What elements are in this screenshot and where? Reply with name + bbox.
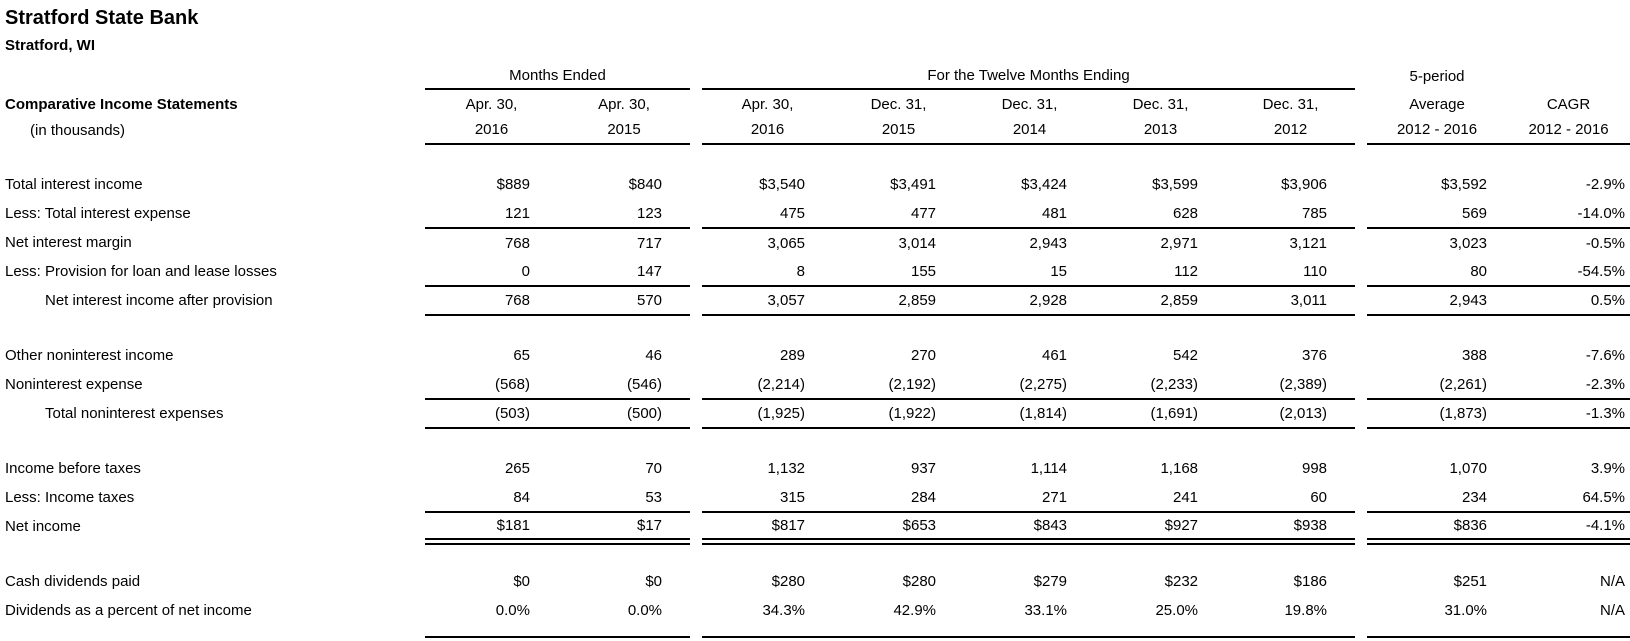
- cell-value: 147: [558, 257, 690, 286]
- cell-value: 33.1%: [1024, 602, 1068, 619]
- column-gap: [1355, 454, 1367, 483]
- cell-value: 717: [636, 234, 663, 252]
- row-label: Less: Provision for loan and lease losses: [5, 263, 277, 280]
- column-gap: [1355, 115, 1367, 144]
- column-gap: [1355, 170, 1367, 199]
- cell-value: (2,233): [1095, 370, 1226, 399]
- col-header-date: Dec. 31,: [870, 96, 927, 113]
- cell-value: 2,928: [964, 286, 1095, 315]
- cell-value: 481: [964, 199, 1095, 228]
- spacer-cell: [0, 315, 1630, 341]
- row-label: Less: Income taxes: [5, 489, 135, 506]
- date-header-row: [0, 89, 1630, 115]
- column-gap: [690, 454, 702, 483]
- table-row: [0, 399, 1630, 428]
- col-header-date: Dec. 31,: [1001, 96, 1058, 113]
- cell-value: 3,121: [1289, 234, 1328, 252]
- spacer-row: [0, 144, 1630, 170]
- cell-value: 289: [779, 347, 806, 364]
- spacer-row: [0, 315, 1630, 341]
- cell-value: 768: [504, 234, 530, 252]
- cell-value: (1,814): [964, 399, 1095, 428]
- spacer-row: [0, 541, 1630, 567]
- cell-value: N/A: [1600, 573, 1626, 590]
- row-label: Total interest income: [5, 176, 143, 193]
- col-header-date: Apr. 30,: [598, 96, 650, 113]
- bottom-rule: [558, 625, 690, 637]
- group-header-row: [0, 62, 1630, 89]
- table-row: [0, 257, 1630, 286]
- table-row: [0, 286, 1630, 315]
- col-header-date: Dec. 31,: [1262, 96, 1319, 113]
- label-column-spacer: [0, 625, 425, 637]
- cell-value: $3,592: [1441, 176, 1488, 193]
- column-gap: [1355, 199, 1367, 228]
- cell-value: 475: [702, 199, 833, 228]
- col-header-year: 2016: [702, 115, 833, 144]
- column-gap: [690, 399, 702, 428]
- cell-value: $889: [496, 176, 530, 193]
- cell-value: $938: [1226, 512, 1355, 541]
- cell-value: 1,132: [767, 460, 806, 477]
- cell-value: 0: [425, 257, 558, 286]
- cell-value: 628: [1095, 199, 1226, 228]
- cell-value: $3,906: [1281, 176, 1328, 193]
- cell-value: (2,192): [833, 370, 964, 399]
- cell-value: 8: [702, 257, 833, 286]
- cell-value: 2,859: [1095, 286, 1226, 315]
- cell-value: 112: [1095, 257, 1226, 286]
- column-gap: [1355, 596, 1367, 625]
- cell-value: (1,922): [833, 399, 964, 428]
- cell-value: -14.0%: [1507, 199, 1630, 228]
- cell-value: 542: [1172, 347, 1199, 364]
- cell-value: -7.6%: [1585, 347, 1626, 364]
- cell-value: $836: [1367, 512, 1507, 541]
- table-row: [0, 170, 1630, 199]
- column-gap: [1355, 512, 1367, 541]
- column-gap: [1355, 257, 1367, 286]
- column-gap: [690, 89, 702, 115]
- year-header-row: [0, 115, 1630, 144]
- cell-value: (2,389): [1226, 370, 1355, 399]
- col-group-twelve-months: For the Twelve Months Ending: [702, 62, 1355, 89]
- cell-value: (2,214): [702, 370, 833, 399]
- cell-value: -2.9%: [1585, 176, 1626, 193]
- cell-value: 15: [964, 257, 1095, 286]
- cell-value: 3,065: [767, 234, 806, 252]
- cell-value: 31.0%: [1444, 602, 1488, 619]
- cell-value: 0.0%: [627, 602, 663, 619]
- cell-value: 265: [504, 460, 530, 477]
- table-row: [0, 341, 1630, 370]
- cell-value: 937: [910, 460, 937, 477]
- cell-value: 2,971: [1160, 234, 1199, 252]
- column-gap: [690, 370, 702, 399]
- cell-value: (500): [558, 399, 690, 428]
- column-gap: [690, 257, 702, 286]
- cell-value: 25.0%: [1155, 602, 1199, 619]
- cell-value: 570: [558, 286, 690, 315]
- bottom-rule: [964, 625, 1095, 637]
- cell-value: 1,114: [1030, 460, 1068, 477]
- cell-value: $186: [1293, 573, 1328, 590]
- col-header-year: 2015: [558, 115, 690, 144]
- cell-value: 123: [558, 199, 690, 228]
- column-gap: [690, 62, 702, 89]
- cell-value: $3,540: [759, 176, 806, 193]
- cell-value: 34.3%: [762, 602, 806, 619]
- cell-value: -2.3%: [1507, 370, 1630, 399]
- cell-value: 477: [833, 199, 964, 228]
- table-row: [0, 199, 1630, 228]
- cell-value: -54.5%: [1507, 257, 1630, 286]
- cell-value: $817: [702, 512, 833, 541]
- col-header-date: Apr. 30,: [465, 96, 518, 113]
- cell-value: $232: [1164, 573, 1199, 590]
- row-label: Net income: [5, 518, 81, 535]
- col-header-year: 2013: [1095, 115, 1226, 144]
- cell-value: $927: [1095, 512, 1226, 541]
- cell-value: (1,925): [702, 399, 833, 428]
- col-header-cagr-range: 2012 - 2016: [1507, 115, 1630, 144]
- column-gap: [1355, 399, 1367, 428]
- bottom-rule: [1507, 625, 1630, 637]
- bank-name: Stratford State Bank: [5, 7, 199, 29]
- table-row: [0, 483, 1630, 512]
- row-label: Noninterest expense: [5, 376, 143, 393]
- cell-value: -4.1%: [1507, 512, 1630, 541]
- cell-value: $843: [964, 512, 1095, 541]
- column-gap: [690, 228, 702, 257]
- cell-value: 2,859: [833, 286, 964, 315]
- cell-value: (568): [425, 370, 558, 399]
- column-gap: [690, 115, 702, 144]
- cell-value: (2,261): [1367, 370, 1507, 399]
- cell-value: 284: [833, 483, 964, 512]
- column-gap: [1355, 62, 1367, 89]
- document-header: [5, 5, 198, 57]
- column-gap: [690, 512, 702, 541]
- cell-value: 376: [1301, 347, 1328, 364]
- cell-value: 53: [558, 483, 690, 512]
- cell-value: $3,599: [1152, 176, 1199, 193]
- cell-value: $280: [902, 573, 937, 590]
- column-gap: [1355, 89, 1367, 115]
- spacer-cell: [0, 144, 1630, 170]
- bank-location: Stratford, WI: [5, 37, 95, 54]
- cell-value: (546): [558, 370, 690, 399]
- cell-value: 3.9%: [1590, 460, 1626, 477]
- bottom-rule: [1095, 625, 1226, 637]
- col-header-year: 2012: [1226, 115, 1355, 144]
- cell-value: 0.5%: [1507, 286, 1630, 315]
- col-header-five-period: 5-period: [1409, 68, 1465, 85]
- cell-value: 65: [513, 347, 530, 364]
- cell-value: 3,057: [702, 286, 833, 315]
- cell-value: $0: [513, 573, 530, 590]
- cell-value: 60: [1226, 483, 1355, 512]
- col-header-cagr: CAGR: [1546, 96, 1591, 113]
- bottom-rule: [425, 625, 558, 637]
- column-gap: [690, 286, 702, 315]
- cell-value: 3,011: [1226, 286, 1355, 315]
- col-group-months-ended: Months Ended: [425, 62, 690, 89]
- cell-value: $279: [1033, 573, 1068, 590]
- cell-value: $653: [833, 512, 964, 541]
- row-label: Total noninterest expenses: [45, 405, 224, 422]
- cell-value: 768: [425, 286, 558, 315]
- units-note: (in thousands): [30, 122, 126, 139]
- column-gap: [1355, 286, 1367, 315]
- cell-value: 2,943: [1029, 234, 1068, 252]
- cell-value: $280: [771, 573, 806, 590]
- cell-value: 155: [833, 257, 964, 286]
- spacer-cell: [0, 428, 1630, 454]
- cell-value: 1,070: [1449, 460, 1488, 477]
- column-gap: [1355, 370, 1367, 399]
- cell-value: 84: [425, 483, 558, 512]
- cell-value: -0.5%: [1585, 234, 1626, 252]
- row-label: Less: Total interest expense: [5, 205, 191, 222]
- col-header-average: Average: [1409, 96, 1465, 113]
- cell-value: 46: [645, 347, 663, 364]
- column-gap: [690, 341, 702, 370]
- cell-value: $181: [425, 512, 558, 541]
- table-row: [0, 454, 1630, 483]
- cell-value: 315: [702, 483, 833, 512]
- column-gap: [1355, 483, 1367, 512]
- cell-value: $3,424: [1021, 176, 1068, 193]
- column-gap: [690, 625, 702, 637]
- col-header-average-range: 2012 - 2016: [1367, 115, 1507, 144]
- cell-value: 234: [1367, 483, 1507, 512]
- income-statement-table: [0, 62, 1630, 638]
- col-header-date: Dec. 31,: [1132, 96, 1189, 113]
- cell-value: $3,491: [890, 176, 937, 193]
- cell-value: (1,873): [1367, 399, 1507, 428]
- column-gap: [690, 483, 702, 512]
- cell-value: 271: [964, 483, 1095, 512]
- row-label: Other noninterest income: [5, 347, 174, 364]
- cell-value: (2,275): [964, 370, 1095, 399]
- cell-value: 3,014: [898, 234, 937, 252]
- column-gap: [690, 199, 702, 228]
- cell-value: $0: [645, 573, 663, 590]
- column-gap: [690, 170, 702, 199]
- row-label: Net interest income after provision: [45, 292, 273, 309]
- table-row: [0, 228, 1630, 257]
- bottom-rule: [702, 625, 833, 637]
- cell-value: 461: [1041, 347, 1068, 364]
- row-label: Net interest margin: [5, 234, 132, 251]
- bottom-rule-row: [0, 625, 1630, 637]
- cell-value: 42.9%: [893, 602, 937, 619]
- row-label: Dividends as a percent of net income: [5, 602, 252, 619]
- column-gap: [1355, 625, 1367, 637]
- cell-value: 110: [1226, 257, 1355, 286]
- cell-value: 2,943: [1367, 286, 1507, 315]
- col-header-year: 2015: [833, 115, 964, 144]
- cell-value: (503): [425, 399, 558, 428]
- column-gap: [1355, 341, 1367, 370]
- cell-value: $840: [628, 176, 663, 193]
- statement-title: Comparative Income Statements: [5, 96, 238, 113]
- cell-value: 0.0%: [495, 602, 530, 619]
- row-label: Income before taxes: [5, 460, 141, 477]
- spacer-cell: [0, 541, 1630, 567]
- cell-value: 80: [1367, 257, 1507, 286]
- column-gap: [690, 567, 702, 596]
- column-gap: [1355, 228, 1367, 257]
- table-row: [0, 596, 1630, 625]
- cell-value: 70: [645, 460, 663, 477]
- cell-value: 998: [1301, 460, 1328, 477]
- cell-value: 569: [1367, 199, 1507, 228]
- cell-value: 241: [1095, 483, 1226, 512]
- cell-value: (2,013): [1226, 399, 1355, 428]
- label-column-spacer: [0, 62, 425, 89]
- cell-value: 1,168: [1160, 460, 1199, 477]
- cell-value: 785: [1226, 199, 1355, 228]
- bottom-rule: [833, 625, 964, 637]
- table-row: [0, 567, 1630, 596]
- cell-value: $251: [1453, 573, 1488, 590]
- bottom-rule: [1226, 625, 1355, 637]
- spacer-row: [0, 428, 1630, 454]
- column-gap: [1507, 62, 1630, 89]
- cell-value: (1,691): [1095, 399, 1226, 428]
- cell-value: 270: [910, 347, 937, 364]
- table-row: [0, 512, 1630, 541]
- bottom-rule: [1367, 625, 1507, 637]
- column-gap: [690, 596, 702, 625]
- cell-value: 64.5%: [1507, 483, 1630, 512]
- cell-value: -1.3%: [1507, 399, 1630, 428]
- col-header-year: 2014: [964, 115, 1095, 144]
- cell-value: N/A: [1600, 602, 1626, 619]
- column-gap: [1355, 567, 1367, 596]
- table-row: [0, 370, 1630, 399]
- row-label: Cash dividends paid: [5, 573, 141, 590]
- col-header-date: Apr. 30,: [741, 96, 794, 113]
- cell-value: 121: [425, 199, 558, 228]
- cell-value: $17: [558, 512, 690, 541]
- cell-value: 3,023: [1449, 234, 1488, 252]
- cell-value: 19.8%: [1284, 602, 1328, 619]
- cell-value: 388: [1461, 347, 1488, 364]
- col-header-year: 2016: [425, 115, 558, 144]
